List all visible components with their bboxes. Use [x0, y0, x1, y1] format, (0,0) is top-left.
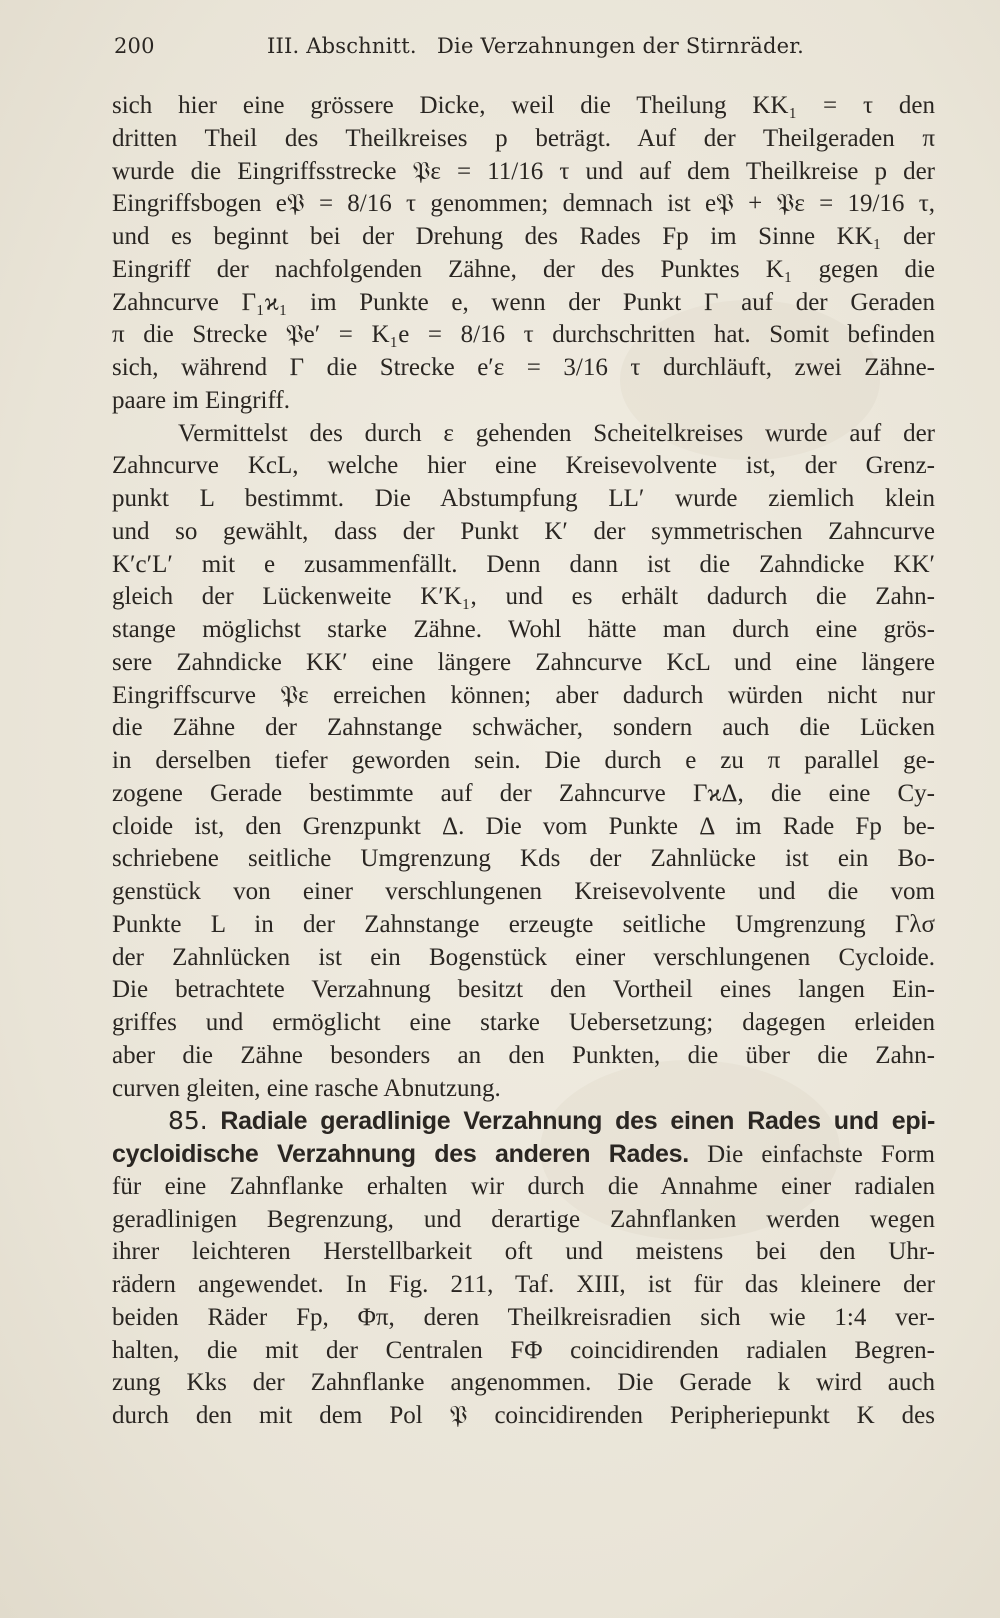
- text-line: dritten Theil des Theilkreises p beträgt. Auf der Theilgeraden π: [112, 124, 935, 152]
- text-line: Eingriff der nachfolgenden Zähne, der des Punktes K₁ gegen die: [112, 255, 935, 283]
- section-title-continued: cycloidische Verzahnung des anderen Rades.: [112, 1140, 689, 1168]
- section-title: Radiale geradlinige Verzahnung des einen Rades und epi-: [220, 1107, 935, 1136]
- text-line: stange möglichst starke Zähne. Wohl hätte man durch eine grös-: [112, 616, 935, 643]
- chapter-title: Die Verzahnungen der Stirnräder.: [437, 34, 805, 58]
- section-number: 85.: [168, 1106, 208, 1136]
- text-line: curven gleiten, eine rasche Abnutzung.: [112, 1074, 501, 1102]
- text-line: geradlinigen Begrenzung, und derartige Zahnflanken werden wegen: [112, 1205, 935, 1233]
- text-line: punkt L bestimmt. Die Abstumpfung LL′ wurde ziemlich klein: [112, 485, 935, 512]
- text-line: genstück von einer verschlungenen Kreisevolvente und die vom: [112, 878, 935, 905]
- text-line: ihrer leichteren Herstellbarkeit oft und meistens bei den Uhr-: [112, 1238, 935, 1266]
- text-line: zogene Gerade bestimmte auf der Zahncurve ΓϰΔ, die eine Cy-: [112, 779, 935, 807]
- text-span: Die einfachste Form: [707, 1141, 936, 1168]
- text-line: K′c′L′ mit e zusammenfällt. Denn dann ist die Zahndicke KK′: [112, 550, 935, 578]
- text-line: zung Kks der Zahnflanke angenommen. Die Gerade k wird auch: [112, 1369, 935, 1397]
- text-line: der Zahnlücken ist ein Bogenstück einer verschlungenen Cycloide.: [112, 943, 935, 971]
- text-line: und es beginnt bei der Drehung des Rades Fp im Sinne KK₁ der: [112, 223, 935, 250]
- text-line: Zahncurve KcL, welche hier eine Kreisevolvente ist, der Grenz-: [112, 452, 935, 480]
- text-line: sere Zahndicke KK′ eine längere Zahncurve KcL und eine längere: [112, 648, 935, 676]
- text-line: und so gewählt, dass der Punkt K′ der symmetrischen Zahncurve: [112, 517, 935, 545]
- text-line: gleich der Lückenweite K′K₁, und es erhält dadurch die Zahn-: [112, 583, 935, 611]
- text-line: rädern angewendet. In Fig. 211, Taf. XIII, ist für das kleinere der: [112, 1271, 935, 1298]
- text-line: sich hier eine grössere Dicke, weil die Theilung KK₁ = τ den: [112, 92, 935, 119]
- section-heading-line: [112, 1105, 935, 1138]
- text-line: Punkte L in der Zahnstange erzeugte seitliche Umgrenzung Γλσ: [112, 910, 935, 938]
- text-line: Eingriffsbogen e𝔓 = 8/16 τ genommen; demnach ist e𝔓 + 𝔓ε = 19/16 τ,: [112, 190, 935, 218]
- text-line: in derselben tiefer geworden sein. Die durch e zu π parallel ge-: [112, 747, 935, 774]
- section-heading-line: [112, 1138, 935, 1171]
- text-line: sich, während Γ die Strecke e′ε = 3/16 τ durchläuft, zwei Zähne-: [112, 354, 935, 381]
- text-line: wurde die Eingriffsstrecke 𝔓ε = 11/16 τ und auf dem Theilkreise p der: [112, 157, 935, 185]
- section-label: III. Abschnitt.: [267, 34, 417, 58]
- page-number: 200: [114, 34, 155, 58]
- text-line: griffes und ermöglicht eine starke Uebersetzung; dagegen erleiden: [112, 1009, 935, 1036]
- text-line: Eingriffscurve 𝔓ε erreichen können; aber dadurch würden nicht nur: [112, 681, 935, 709]
- text-line: paare im Eingriff.: [112, 386, 290, 414]
- text-line: aber die Zähne besonders an den Punkten, die über die Zahn-: [112, 1041, 935, 1069]
- running-head: [114, 34, 934, 64]
- text-line: π die Strecke 𝔓e′ = K₁e = 8/16 τ durchschritten hat. Somit befinden: [112, 321, 935, 349]
- text-line: beiden Räder Fp, Φπ, deren Theilkreisradien sich wie 1:4 ver-: [112, 1303, 935, 1331]
- text-line: durch den mit dem Pol 𝔓 coincidirenden Peripheriepunkt K des: [112, 1402, 935, 1429]
- text-line: für eine Zahnflanke erhalten wir durch die Annahme einer radialen: [112, 1172, 935, 1200]
- text-line: halten, die mit der Centralen FΦ coincidirenden radialen Begren-: [112, 1336, 935, 1364]
- text-line: schriebene seitliche Umgrenzung Kds der Zahnlücke ist ein Bo-: [112, 845, 935, 873]
- paragraph-start-line: Vermittelst des durch ε gehenden Scheitelkreises wurde auf der: [178, 419, 935, 447]
- text-line: die Zähne der Zahnstange schwächer, sondern auch die Lücken: [112, 714, 935, 742]
- text-line: cloide ist, den Grenzpunkt Δ. Die vom Punkte Δ im Rade Fp be-: [112, 812, 935, 840]
- text-line: Zahncurve Γ₁ϰ₁ im Punkte e, wenn der Punkt Γ auf der Geraden: [112, 288, 935, 316]
- body-text: [112, 90, 935, 1433]
- text-line: Die betrachtete Verzahnung besitzt den Vortheil eines langen Ein-: [112, 976, 935, 1004]
